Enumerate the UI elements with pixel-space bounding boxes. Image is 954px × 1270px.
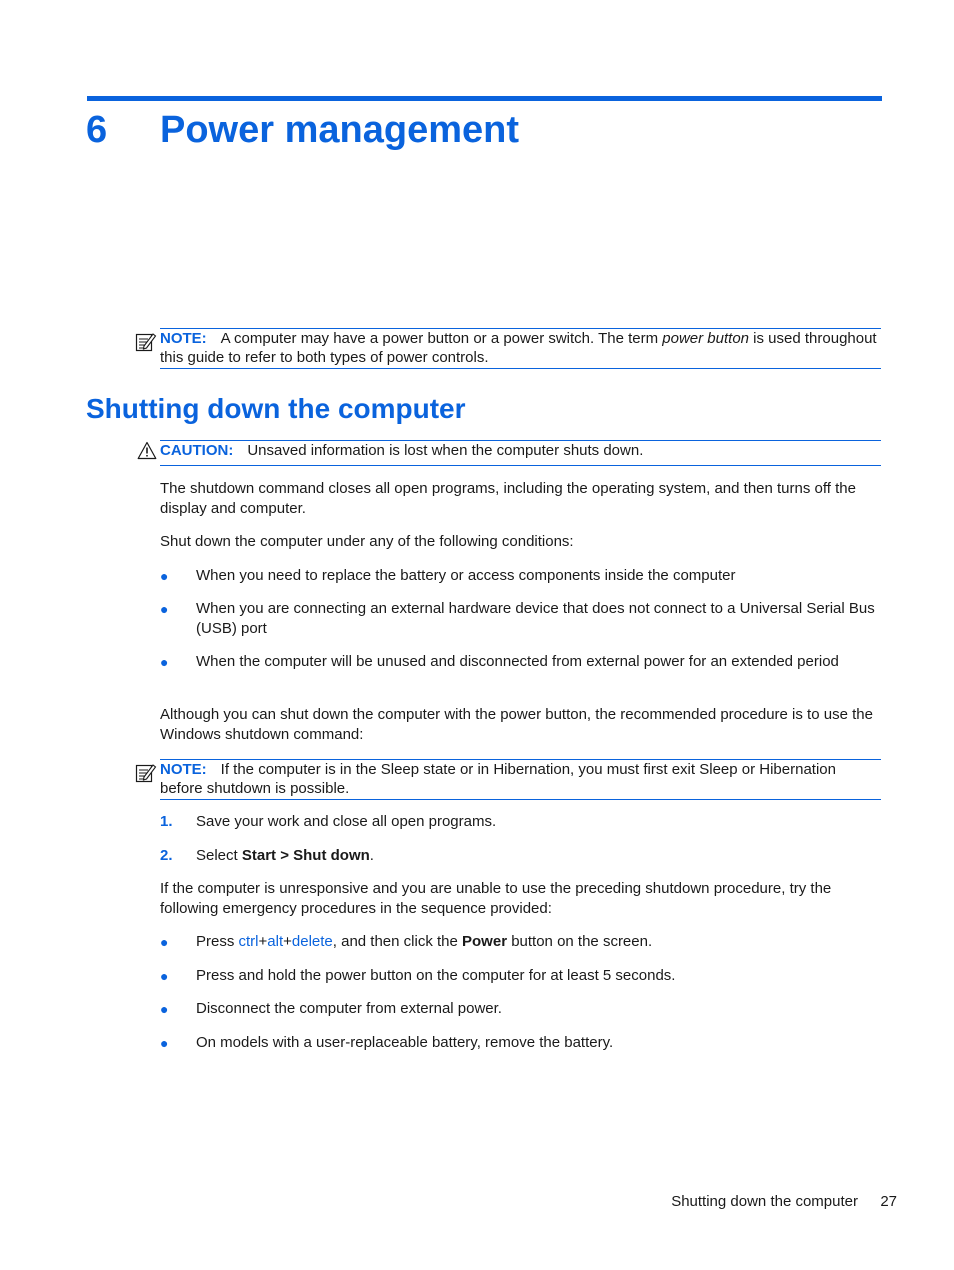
paragraph: Shut down the computer under any of the following conditions: bbox=[160, 533, 574, 550]
bullet-icon: ● bbox=[160, 654, 169, 670]
step-number: 1. bbox=[160, 813, 173, 830]
note-text: If the computer is in the Sleep state or in Hibernation, you must first exit Sleep or Hibernation before shutdown is possible. bbox=[160, 761, 836, 797]
warning-triangle-icon bbox=[137, 441, 157, 460]
note-label: NOTE: bbox=[160, 761, 207, 778]
paragraph: The shutdown command closes all open programs, including the operating system, and then turns off the display and computer. bbox=[160, 480, 856, 517]
list-item-text: Disconnect the computer from external power. bbox=[196, 1000, 502, 1017]
bullet-icon: ● bbox=[160, 568, 169, 584]
note-label: NOTE: bbox=[160, 330, 207, 347]
note-box bbox=[160, 759, 881, 800]
bullet-icon: ● bbox=[160, 1035, 169, 1051]
page-number: 27 bbox=[880, 1193, 897, 1210]
caution-box bbox=[160, 440, 881, 466]
key-alt: alt bbox=[267, 933, 284, 950]
step-text: Save your work and close all open programs. bbox=[196, 813, 497, 830]
note-pencil-icon bbox=[135, 762, 157, 784]
bullet-icon: ● bbox=[160, 968, 169, 984]
bullet-icon: ● bbox=[160, 601, 169, 617]
menu-path: Start > Shut down bbox=[241, 847, 370, 864]
plus-sign: + bbox=[283, 933, 292, 950]
plus-sign: + bbox=[258, 933, 268, 950]
text-fragment: Press bbox=[196, 933, 239, 950]
text-fragment: , and then click the bbox=[332, 933, 463, 950]
list-item-text: When you are connecting an external hardware device that does not connect to a Universal Serial Bus (USB) port bbox=[196, 600, 875, 637]
note-text-continued: is used throughout this guide to refer to both types of power controls. bbox=[160, 330, 877, 366]
note-pencil-icon bbox=[135, 331, 157, 353]
step-text bbox=[196, 846, 882, 865]
key-delete: delete bbox=[291, 933, 333, 950]
list-item-text: When you need to replace the battery or access components inside the computer bbox=[196, 567, 736, 584]
list-item-text: On models with a user-replaceable battery, remove the battery. bbox=[196, 1034, 614, 1051]
caution-label: CAUTION: bbox=[160, 442, 234, 459]
step-text-prefix: Select bbox=[196, 847, 242, 864]
text-fragment: button on the screen. bbox=[507, 933, 653, 950]
note-italic-term: power button bbox=[662, 330, 750, 347]
list-item-text: Press and hold the power button on the computer for at least 5 seconds. bbox=[196, 967, 676, 984]
paragraph: Although you can shut down the computer with the power button, the recommended procedure is to use the Windows shutdown command: bbox=[160, 706, 873, 743]
paragraph: If the computer is unresponsive and you are unable to use the preceding shutdown procedure, try the following emergency procedures in the sequence provided: bbox=[160, 880, 832, 917]
key-ctrl: ctrl bbox=[238, 933, 259, 950]
chapter-number: 6 bbox=[86, 109, 108, 151]
bullet-icon: ● bbox=[160, 1001, 169, 1017]
section-title: Shutting down the computer bbox=[86, 393, 466, 424]
footer-section-label: Shutting down the computer bbox=[671, 1193, 858, 1210]
step-number: 2. bbox=[160, 847, 173, 864]
power-button-name: Power bbox=[462, 933, 508, 950]
caution-text: Unsaved information is lost when the computer shuts down. bbox=[247, 442, 644, 459]
list-item-text bbox=[196, 932, 882, 952]
bullet-icon: ● bbox=[160, 934, 169, 950]
list-item-text: When the computer will be unused and disconnected from external power for an extended period bbox=[196, 653, 839, 670]
note-box bbox=[160, 328, 881, 369]
step-text-suffix: . bbox=[369, 847, 374, 864]
chapter-rule bbox=[87, 96, 882, 101]
chapter-title: Power management bbox=[160, 109, 519, 151]
note-text: A computer may have a power button or a power switch. The term bbox=[220, 330, 663, 347]
